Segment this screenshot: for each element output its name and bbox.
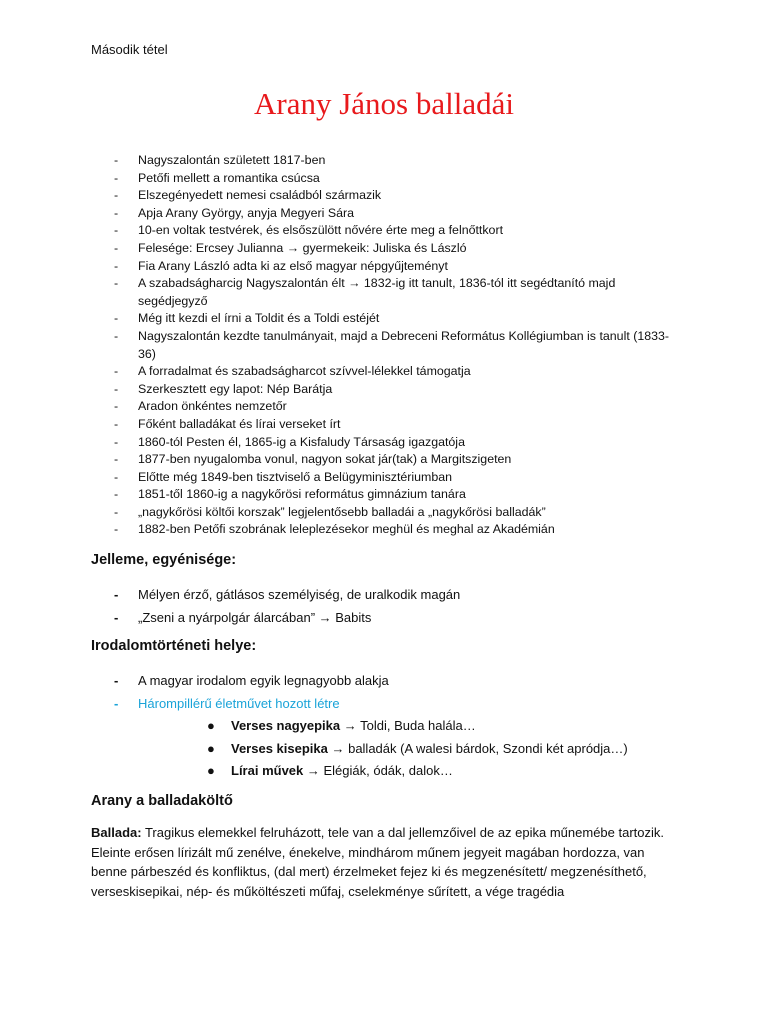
list-item: - Előtte még 1849-ben tisztviselő a Belügyminisztériumban	[114, 469, 453, 484]
list-item: - A szabadságharcig Nagyszalontán élt → 1832-ig itt tanult, 1836-tól itt segédtanító majd segédjegyző	[114, 276, 616, 308]
list-item: - 1882-ben Petőfi szobrának leleplezésekor meghül és meghal az Akadémián	[114, 522, 555, 537]
list-item: - „nagykőrösi költői korszak” legjelentősebb balladái a „nagykőrösi balladák”	[114, 504, 546, 519]
ballad-text: Tragikus elemekkel felruházott, tele van a dal jellemzőivel de az epika műnemébe tartozik. Eleinte erősen lírizált mű zenélve, énekelve, mindhárom műnem jegyeit magában hordozza, van benne párbeszéd és konfliktus, (dal mert) érzelmeket fejez ki és megzenésített/ megzenésíthető, verseskisepikai, nép- és műköltészeti műfaj, cselekménye sűrített, a vége tragédia	[91, 825, 665, 899]
character-list	[114, 583, 460, 629]
biography-list	[114, 152, 674, 539]
list-item: - Hárompillérű életművet hozott létre	[114, 696, 340, 711]
list-item: - Petőfi mellett a romantika csúcsa	[114, 170, 320, 185]
list-item: - Mélyen érző, gátlásos személyiség, de uralkodik magán	[114, 587, 461, 602]
page-title: Arany János balladái	[254, 86, 514, 121]
list-item: - 10-en voltak testvérek, és elsőszülött nővére érte meg a felnőttkort	[114, 223, 504, 238]
literary-heading: Irodalomtörténeti helye:	[91, 638, 257, 654]
list-item: - Főként balladákat és lírai verseket írt	[114, 416, 341, 431]
list-item: - 1860-tól Pesten él, 1865-ig a Kisfaludy Társaság igazgatója	[114, 434, 465, 449]
list-item: - Nagyszalontán született 1817-ben	[114, 153, 326, 167]
list-item: - 1851-től 1860-ig a nagykőrösi református gimnázium tanára	[114, 487, 466, 502]
list-item: - Fia Arany László adta ki az első magyar népgyűjteményt	[114, 258, 448, 273]
ballad-term: Ballada:	[91, 825, 142, 840]
ballad-paragraph	[91, 823, 671, 901]
page-header: Második tétel	[91, 42, 168, 57]
list-item: ● Lírai művek → Elégiák, ódák, dalok…	[207, 763, 453, 778]
list-item: - Elszegényedett nemesi családból származik	[114, 188, 382, 203]
list-item: - 1877-ben nyugalomba vonul, nagyon sokat jár(tak) a Margitszigeten	[114, 452, 512, 467]
list-item: ● Verses kisepika → balladák (A walesi bárdok, Szondi két apródja…)	[207, 740, 628, 756]
character-heading: Jelleme, egyénisége:	[91, 552, 237, 568]
list-item: - A forradalmat és szabadságharcot szívvel-lélekkel támogatja	[114, 364, 471, 379]
list-item: - Nagyszalontán kezdte tanulmányait, majd a Debreceni Református Kollégiumban is tanult (1833-36)	[114, 328, 670, 361]
list-item: - A magyar irodalom egyik legnagyobb alakja	[114, 673, 389, 688]
list-item: - Még itt kezdi el írni a Toldit és a Toldi estéjét	[114, 311, 380, 326]
list-item: - Felesége: Ercsey Julianna → gyermekeik: Juliska és László	[114, 240, 467, 255]
ballad-heading: Arany a balladaköltő	[91, 793, 233, 809]
pillars-list	[207, 715, 628, 783]
list-item: - „Zseni a nyárpolgár álarcában” → Babits	[114, 610, 372, 625]
list-item: - Szerkesztett egy lapot: Nép Barátja	[114, 381, 333, 396]
list-item: ● Verses nagyepika → Toldi, Buda halála…	[207, 718, 476, 733]
list-item: - Aradon önkéntes nemzetőr	[114, 399, 287, 414]
list-item: - Apja Arany György, anyja Megyeri Sára	[114, 205, 355, 220]
literary-list	[114, 669, 389, 715]
